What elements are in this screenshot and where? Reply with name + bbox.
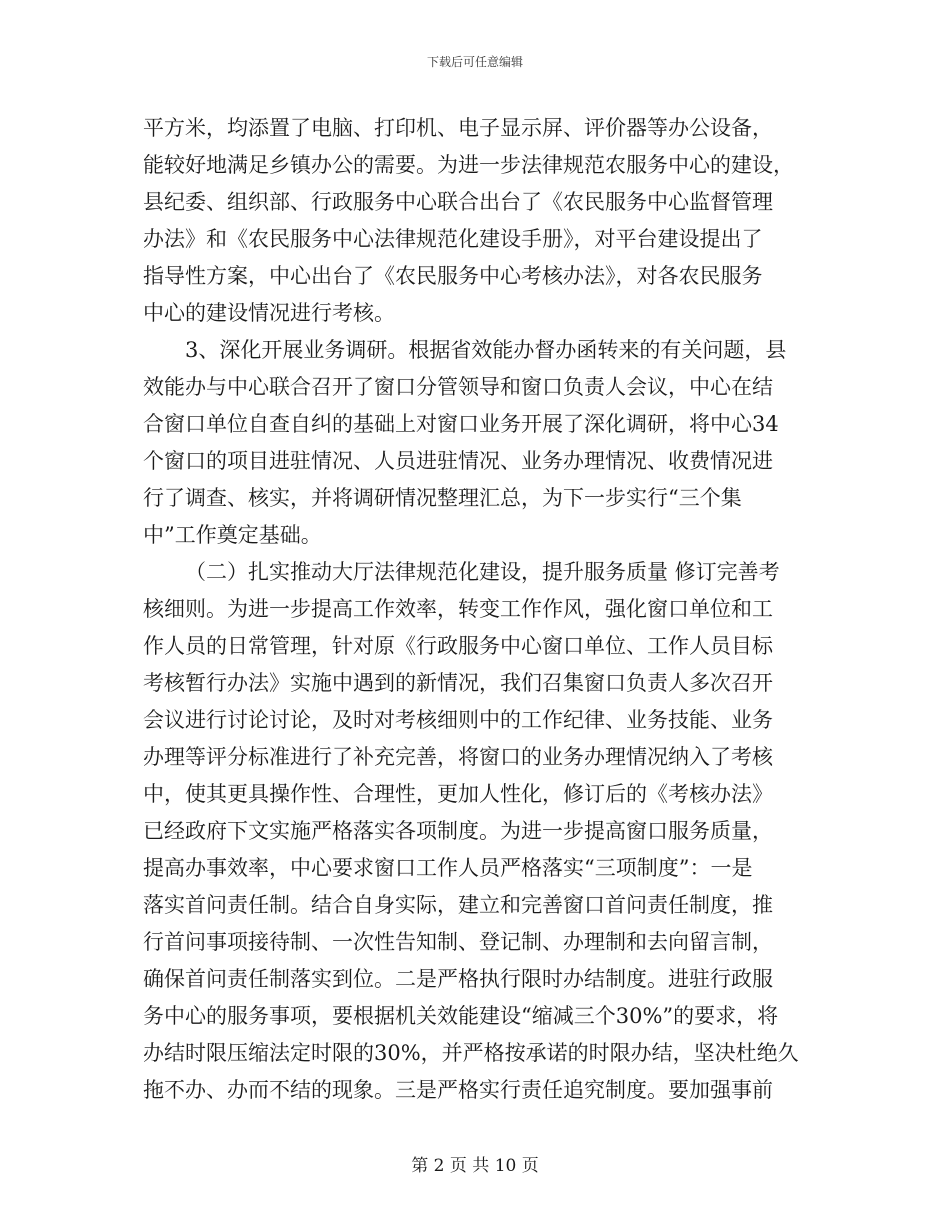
text-line: 确保首问责任制落实到位。二是严格执行限时办结制度。进驻行政服	[143, 967, 773, 991]
text-line: 中”工作奠定基础。	[143, 523, 322, 547]
text-line: 中心的建设情况进行考核。	[143, 301, 395, 325]
text-line: 能较好地满足乡镇办公的需要。为进一步法律规范农服务中心的建设，	[143, 153, 794, 177]
text-line: 务中心的服务事项，要根据机关效能建设“缩减三个30%”的要求，将	[143, 1004, 779, 1028]
text-line: 会议进行讨论讨论，及时对考核细则中的工作纪律、业务技能、业务	[143, 708, 773, 732]
text-line: 办理等评分标准进行了补充完善，将窗口的业务办理情况纳入了考核	[143, 745, 773, 769]
text-line: 核细则。为进一步提高工作效率，转变工作作风，强化窗口单位和工	[143, 597, 773, 621]
text-line: 合窗口单位自查自纠的基础上对窗口业务开展了深化调研，将中心34	[143, 412, 779, 436]
text-line: 办法》和《农民服务中心法律规范化建设手册》，对平台建设提出了	[143, 227, 763, 251]
text-line: 中，使其更具操作性、合理性，更加人性化，修订后的《考核办法》	[143, 782, 773, 806]
text-line: 行了调查、核实，并将调研情况整理汇总，为下一步实行“三个集	[143, 486, 742, 510]
text-line: 效能办与中心联合召开了窗口分管领导和窗口负责人会议，中心在结	[143, 375, 773, 399]
text-line: 已经政府下文实施严格落实各项制度。为进一步提高窗口服务质量，	[143, 819, 773, 843]
text-line: 办结时限压缩法定时限的30%，并严格按承诺的时限办结，坚决杜绝久	[143, 1041, 799, 1065]
text-line: 考核暂行办法》实施中遇到的新情况，我们召集窗口负责人多次召开	[143, 671, 773, 695]
text-line: 拖不办、办而不结的现象。三是严格实行责任追究制度。要加强事前	[143, 1078, 773, 1102]
text-line: 行首问事项接待制、一次性告知制、登记制、办理制和去向留言制，	[143, 930, 773, 954]
text-line: 县纪委、组织部、行政服务中心联合出台了《农民服务中心监督管理	[143, 190, 773, 214]
document-body	[143, 110, 811, 1109]
text-line: 落实首问责任制。结合自身实际，建立和完善窗口首问责任制度，推	[143, 893, 773, 917]
text-line: 提高办事效率，中心要求窗口工作人员严格落实“三项制度”：一是	[143, 856, 753, 880]
paragraph-start-line: 3、深化开展业务调研。根据省效能办督办函转来的有关问题，县	[185, 338, 787, 362]
text-line: 平方米，均添置了电脑、打印机、电子显示屏、评价器等办公设备，	[143, 116, 773, 140]
header-note: 下载后可任意编辑	[426, 55, 523, 69]
page-number-footer: 第 2 页 共 10 页	[411, 1156, 539, 1176]
section-heading-line: （二）扎实推动大厅法律规范化建设，提升服务质量 修订完善考	[185, 560, 780, 584]
text-line: 指导性方案，中心出台了《农民服务中心考核办法》，对各农民服务	[143, 264, 763, 288]
text-line: 作人员的日常管理，针对原《行政服务中心窗口单位、工作人员目标	[143, 634, 773, 658]
text-line: 个窗口的项目进驻情况、人员进驻情况、业务办理情况、收费情况进	[143, 449, 773, 473]
